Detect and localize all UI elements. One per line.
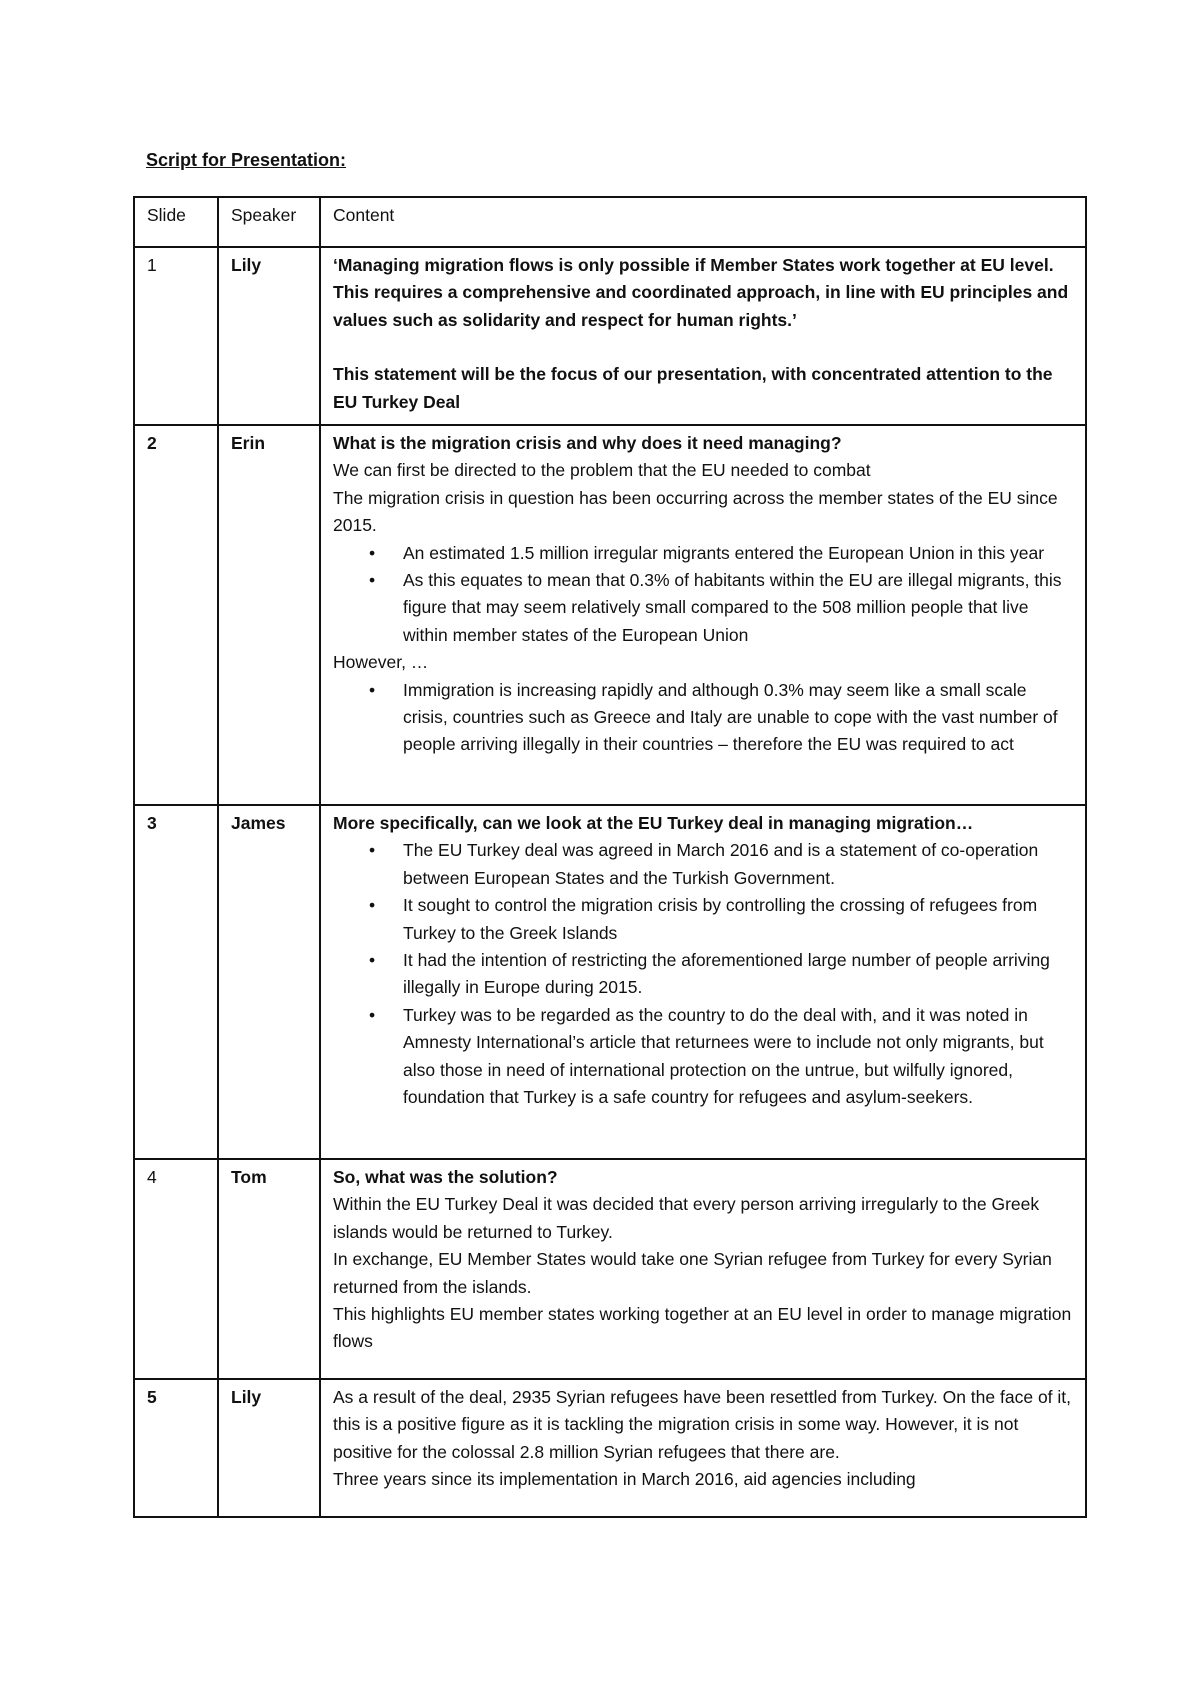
bullet-text: It sought to control the migration crisis by controlling the crossing of refugees from Turkey to the Greek Islands (403, 895, 1038, 943)
content-heading: What is the migration crisis and why does it need managing? (333, 433, 842, 453)
bullet-icon: • (369, 1004, 376, 1025)
bullet-list (333, 837, 1073, 1111)
slide-number: 2 (134, 425, 218, 805)
speaker-name: James (218, 805, 320, 1159)
content-line: Three years since its implementation in March 2016, aid agencies including (333, 1469, 916, 1490)
speaker-name: Lily (218, 247, 320, 425)
content-line: As a result of the deal, 2935 Syrian refugees have been resettled from Turkey. On the face of it, this is a positive figure as it is tackling the migration crisis in some way. However, it is not positive for the colossal 2.8 million Syrian refugees that there are. (333, 1387, 1072, 1462)
header-content: Content (320, 197, 1086, 247)
content-heading: So, what was the solution? (333, 1167, 558, 1187)
slide-content (320, 805, 1086, 1159)
bullet-text: As this equates to mean that 0.3% of habitants within the EU are illegal migrants, this figure that may seem relatively small compared to the 508 million people that live within member states of the European Union (403, 570, 1062, 645)
speaker-name: Erin (218, 425, 320, 805)
content-line: In exchange, EU Member States would take one Syrian refugee from Turkey for every Syrian returned from the islands. (333, 1249, 1052, 1297)
slide-content (320, 1379, 1086, 1517)
header-slide: Slide (134, 197, 218, 247)
header-speaker: Speaker (218, 197, 320, 247)
content-line: However, … (333, 652, 429, 673)
table-row (134, 425, 1086, 805)
bullet-icon: • (369, 950, 376, 971)
table-row (134, 247, 1086, 425)
bullet-icon: • (369, 895, 376, 916)
slide-content (320, 247, 1086, 425)
script-table (133, 196, 1087, 1518)
bullet-item (369, 540, 1073, 567)
table-row (134, 1379, 1086, 1517)
speaker-name: Lily (218, 1379, 320, 1517)
bullet-item (369, 677, 1073, 759)
slide-number: 1 (134, 247, 218, 425)
content-heading: More specifically, can we look at the EU Turkey deal in managing migration… (333, 813, 974, 833)
slide-number: 3 (134, 805, 218, 1159)
speaker-name: Tom (218, 1159, 320, 1379)
bullet-icon: • (369, 840, 376, 861)
content-line: The migration crisis in question has been occurring across the member states of the EU since 2015. (333, 487, 1058, 536)
slide-content (320, 1159, 1086, 1379)
bullet-text: Immigration is increasing rapidly and although 0.3% may seem like a small scale crisis, countries such as Greece and Italy are unable to cope with the vast number of people arriving illegally in their countries – therefore the EU was required to act (403, 679, 1058, 755)
slide-number: 5 (134, 1379, 218, 1517)
page-title: Script for Presentation: (146, 150, 347, 170)
table-row (134, 1159, 1086, 1379)
bullet-item (369, 567, 1073, 649)
bullet-text: The EU Turkey deal was agreed in March 2016 and is a statement of co-operation between European States and the Turkish Government. (403, 840, 1039, 888)
bullet-item (369, 837, 1073, 892)
content-line: This highlights EU member states working together at an EU level in order to manage migration flows (333, 1304, 1072, 1352)
slide-content (320, 425, 1086, 805)
table-header-row (134, 197, 1086, 247)
bullet-list (333, 677, 1073, 759)
content-paragraph: ‘Managing migration flows is only possible if Member States work together at EU level. This requires a comprehensive and coordinated approach, in line with EU principles and values such as solidarity and respect for human rights.’ (333, 255, 1069, 330)
content-paragraph: This statement will be the focus of our presentation, with concentrated attention to the EU Turkey Deal (333, 364, 1053, 412)
content-line: Within the EU Turkey Deal it was decided that every person arriving irregularly to the Greek islands would be returned to Turkey. (333, 1194, 1040, 1242)
bullet-item (369, 892, 1073, 947)
bullet-item (369, 1002, 1073, 1112)
bullet-icon: • (369, 542, 376, 563)
bullet-icon: • (369, 679, 376, 700)
table-row (134, 805, 1086, 1159)
content-line: We can first be directed to the problem that the EU needed to combat (333, 460, 871, 481)
bullet-item (369, 947, 1073, 1002)
slide-number: 4 (134, 1159, 218, 1379)
bullet-text: An estimated 1.5 million irregular migrants entered the European Union in this year (403, 542, 1045, 563)
bullet-text: Turkey was to be regarded as the country to do the deal with, and it was noted in Amnesty International’s article that returnees were to include not only migrants, but also those in need of international protection on the untrue, but wilfully ignored, foundation that Turkey is a safe country for refugees and asylum-seekers. (403, 1004, 1044, 1108)
bullet-text: It had the intention of restricting the aforementioned large number of people arriving illegally in Europe during 2015. (403, 950, 1050, 998)
bullet-list (333, 540, 1073, 650)
bullet-icon: • (369, 570, 376, 591)
